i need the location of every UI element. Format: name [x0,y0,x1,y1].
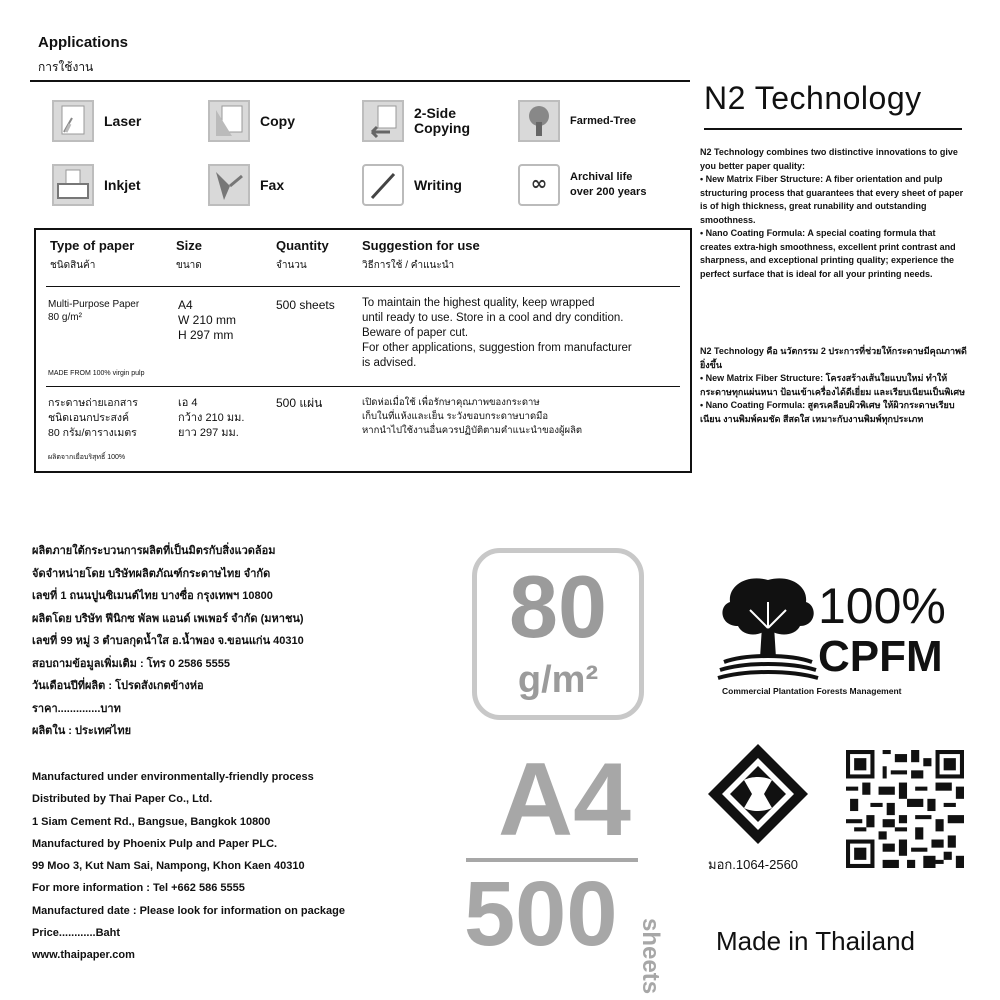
n2-divider [704,128,962,130]
thai-info-line: ผลิตโดย บริษัท ฟีนิกซ พัลพ แอนด์ เพเพอร์ จำกัด (มหาชน) [32,612,304,625]
cpfm-subtitle: Commercial Plantation Forests Management [722,686,902,696]
english-info-line: Manufactured date : Please look for information on package [32,904,345,917]
n2-paragraph-thai: • New Matrix Fiber Structure: โครงสร้างเส้นใยแบบใหม่ ทำให้กระดาษทุกแผ่นหนา ป้อนเข้าเครื่องได้ดีเยี่ยม และเรียบเนียนเป็นพิเศษ [700,373,966,397]
english-info-line: For more information : Tel +662 586 5555 [32,882,245,895]
applications-divider [30,80,690,82]
application-writing [362,164,462,206]
website-link[interactable]: www.thaipaper.com [32,949,135,962]
paper-spec-table [34,228,692,473]
thai-info-line: เลขที่ 99 หมู่ 3 ตำบลกุดน้ำใส อ.น้ำพอง จ.ขอนแก่น 40310 [32,635,304,647]
size-divider [466,858,638,862]
application-label: Writing [414,176,462,193]
cell-type-note-en: MADE FROM 100% virgin pulp [48,370,145,377]
thai-info-line: ผลิตใน : ประเทศไทย [32,725,132,737]
weight-unit: g/m² [517,659,599,701]
english-info-line: Manufactured under environmentally-friendly process [32,771,314,783]
cell-size-th: เอ 4 กว้าง 210 มม. ยาว 297 มม. [178,397,245,439]
english-info-line: 1 Siam Cement Rd., Bangsue, Bangkok 10800 [32,815,271,828]
header-suggestion: Suggestion for use [362,238,480,253]
thai-info-line: ราคา..............บาท [32,702,121,715]
farmed-tree-icon [518,100,560,142]
english-info-line: Price............Baht [32,927,121,940]
thai-info-line: สอบถามข้อมูลเพิ่มเติม : โทร 0 2586 5555 [32,657,230,670]
n2-paragraph: • New Matrix Fiber Structure: A fiber orientation and pulp structuring process that guarantees that every sheet of paper is of high thickness, great runability and outstanding smoothness. [700,174,964,225]
cell-quantity-en: 500 sheets [276,298,335,312]
thai-info-line: จัดจำหน่ายโดย บริษัทผลิตภัณฑ์กระดาษไทย จำกัด [32,567,271,580]
application-two-side-copying [362,100,484,142]
made-in-label: Made in Thailand [716,926,915,956]
application-label: Laser [104,112,142,129]
application-label: Inkjet [104,176,141,193]
header-quantity: Quantity [276,238,329,253]
n2-description-thai [700,345,968,426]
inkjet-icon [52,164,94,206]
cell-suggestion-en: To maintain the highest quality, keep wrapped until ready to use. Store in a cool and dry condition. Beware of paper cut. For other applications, suggestion from manufacturer is advised. [362,297,632,369]
qr-code-icon[interactable] [846,750,964,868]
tis-number: มอก.1064-2560 [708,857,799,872]
archival-life-icon [518,164,560,206]
weight-badge [472,548,644,720]
application-inkjet [52,164,141,206]
svg-text:∞: ∞ [530,171,548,195]
english-info-line: 99 Moo 3, Kut Nam Sai, Nampong, Khon Kaen 40310 [32,860,305,873]
header-type-thai: ชนิดสินค้า [50,260,96,271]
application-copy [208,100,295,142]
cell-quantity-th: 500 แผ่น [276,396,323,410]
n2-paragraph: N2 Technology combines two distinctive innovations to give you better paper quality: [700,147,958,171]
tree-icon [716,566,820,680]
n2-paragraph: • Nano Coating Formula: A special coating formula that creates extra-high smoothness, excellent print contrast and sharpness, and exceptional printing quality; experience the perfect surface that is ideal for all your printing needs. [700,228,956,279]
table-header-divider [46,286,680,287]
thai-info-line: เลขที่ 1 ถนนปูนซิเมนต์ไทย บางซื่อ กรุงเทพฯ 10800 [32,590,273,602]
laser-icon [52,100,94,142]
cell-type-en: Multi-Purpose Paper 80 g/m² [48,299,140,323]
header-size: Size [176,238,203,253]
two-side-copying-icon [362,100,404,142]
table-row-divider [46,386,680,387]
application-label: Farmed-Tree [570,114,637,127]
application-archival-life [518,164,656,206]
header-quantity-thai: จำนวน [276,260,307,271]
cpfm-name: CPFM [818,632,943,681]
cell-suggestion-th: เปิดห่อเมื่อใช้ เพื่อรักษาคุณภาพของกระดาษ เก็บในที่แห้งและเย็น ระวังขอบกระดาษบาดมือ หากนำไปใช้งานอื่นควรปฏิบัติตามคำแนะนำของผู้ผลิต [362,397,583,436]
cell-type-th: กระดาษถ่ายเอกสาร ชนิดเอนกประสงค์ 80 กรัม/ตารางเมตร [48,397,138,439]
n2-description [700,146,968,281]
cell-type-note-th: ผลิตจากเยื่อบริสุทธิ์ 100% [48,454,126,461]
n2-paragraph-thai: N2 Technology คือ นวัตกรรม 2 ประการที่ช่วยให้กระดาษมีคุณภาพดียิ่งขึ้น [700,346,967,370]
cpfm-percent: 100% [818,578,946,634]
copy-icon [208,100,250,142]
application-label: 2-Side Copying [414,105,470,136]
application-label: Archival life over 200 years [570,171,647,198]
paper-size: A4 [498,742,631,858]
header-suggestion-thai: วิธีการใช้ / คำแนะนำ [362,260,455,271]
english-info-line: Manufactured by Phoenix Pulp and Paper PLC. [32,837,278,850]
application-laser [52,100,141,142]
application-farmed-tree [518,100,636,142]
applications-subtitle: การใช้งาน [38,60,94,74]
tis-standard-icon [704,740,812,848]
sheet-word: sheets [637,918,664,995]
n2-paragraph-thai: • Nano Coating Formula: สูตรเคลือบผิวพิเศษ ให้ผิวกระดาษเรียบเนียน งานพิมพ์คมชัด สีสดใส เหมาะกับงานพิมพ์ทุกประเภท [700,400,955,424]
cell-size-en: A4 W 210 mm H 297 mm [178,298,237,342]
application-label: Copy [260,112,295,129]
thai-info-line: ผลิตภายใต้กระบวนการผลิตที่เป็นมิตรกับสิ่งแวดล้อม [32,545,276,557]
header-type: Type of paper [50,238,135,253]
thai-info-block [32,540,304,743]
weight-value: 80 [509,557,607,656]
applications-title: Applications [38,34,129,51]
writing-icon [362,164,404,206]
fax-icon [208,164,250,206]
application-fax [208,164,284,206]
english-info-line: Distributed by Thai Paper Co., Ltd. [32,793,213,806]
application-label: Fax [260,176,285,193]
sheet-count: 500 [464,863,618,965]
english-info-block [32,766,345,967]
thai-info-line: วันเดือนปีที่ผลิต : โปรดสังเกตข้างห่อ [32,680,204,692]
n2-technology-title: N2 Technology [704,80,922,116]
header-size-thai: ขนาด [176,260,202,271]
